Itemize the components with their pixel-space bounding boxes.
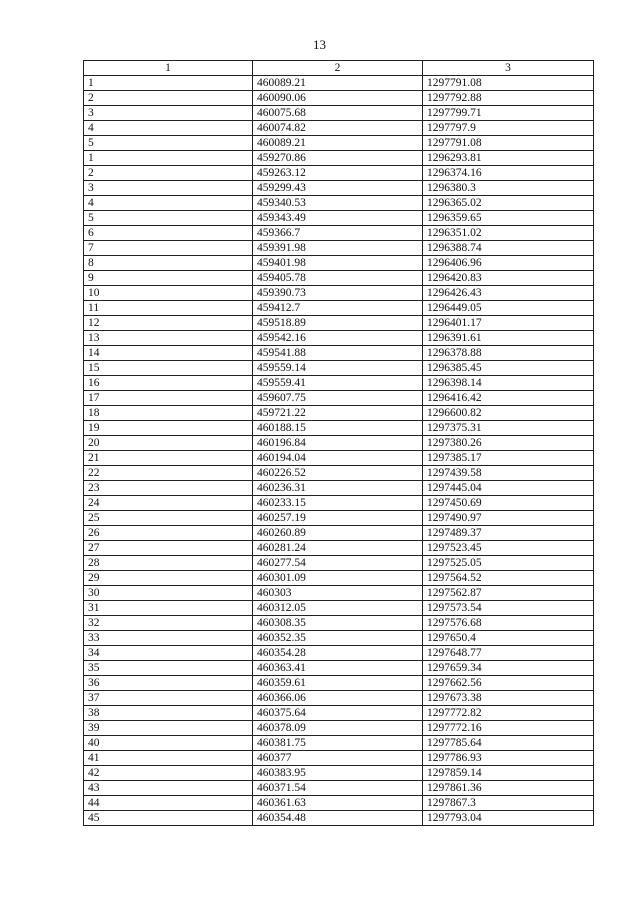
x-coordinate-cell: 460194.04 — [253, 451, 423, 466]
y-coordinate-cell: 1297659.34 — [423, 661, 594, 676]
table-row — [84, 316, 594, 331]
x-coordinate-cell: 459559.41 — [253, 376, 423, 391]
x-coordinate-cell: 460277.54 — [253, 556, 423, 571]
table-row — [84, 136, 594, 151]
y-coordinate-cell: 1297450.69 — [423, 496, 594, 511]
table-row — [84, 751, 594, 766]
table-row — [84, 406, 594, 421]
x-coordinate-cell: 459405.78 — [253, 271, 423, 286]
y-coordinate-cell: 1296449.05 — [423, 301, 594, 316]
x-coordinate-cell: 460089.21 — [253, 136, 423, 151]
y-coordinate-cell: 1297793.04 — [423, 811, 594, 826]
point-number-cell: 28 — [84, 556, 253, 571]
point-number-cell: 3 — [84, 106, 253, 121]
y-coordinate-cell: 1297662.56 — [423, 676, 594, 691]
point-number-cell: 13 — [84, 331, 253, 346]
x-coordinate-cell: 459559.14 — [253, 361, 423, 376]
x-coordinate-cell: 460352.35 — [253, 631, 423, 646]
y-coordinate-cell: 1296385.45 — [423, 361, 594, 376]
point-number-cell: 4 — [84, 196, 253, 211]
y-coordinate-cell: 1297380.26 — [423, 436, 594, 451]
point-number-cell: 10 — [84, 286, 253, 301]
y-coordinate-cell: 1296401.17 — [423, 316, 594, 331]
table-row — [84, 301, 594, 316]
y-coordinate-cell: 1296398.14 — [423, 376, 594, 391]
point-number-cell: 35 — [84, 661, 253, 676]
y-coordinate-cell: 1297523.45 — [423, 541, 594, 556]
point-number-cell: 8 — [84, 256, 253, 271]
point-number-cell: 29 — [84, 571, 253, 586]
point-number-cell: 19 — [84, 421, 253, 436]
table-row — [84, 811, 594, 826]
y-coordinate-cell: 1297792.88 — [423, 91, 594, 106]
point-number-cell: 37 — [84, 691, 253, 706]
table-row — [84, 241, 594, 256]
table-row — [84, 796, 594, 811]
point-number-cell: 20 — [84, 436, 253, 451]
table-row — [84, 646, 594, 661]
y-coordinate-cell: 1297799.71 — [423, 106, 594, 121]
x-coordinate-cell: 459366.7 — [253, 226, 423, 241]
point-number-cell: 38 — [84, 706, 253, 721]
x-coordinate-cell: 459343.49 — [253, 211, 423, 226]
x-coordinate-cell: 460260.89 — [253, 526, 423, 541]
x-coordinate-cell: 459270.86 — [253, 151, 423, 166]
point-number-cell: 2 — [84, 166, 253, 181]
point-number-cell: 23 — [84, 481, 253, 496]
column-header-2: 2 — [253, 61, 423, 76]
table-row — [84, 721, 594, 736]
y-coordinate-cell: 1297490.97 — [423, 511, 594, 526]
column-header-1: 1 — [84, 61, 253, 76]
table-row — [84, 706, 594, 721]
x-coordinate-cell: 460383.95 — [253, 766, 423, 781]
table-row — [84, 421, 594, 436]
point-number-cell: 33 — [84, 631, 253, 646]
table-row — [84, 391, 594, 406]
point-number-cell: 40 — [84, 736, 253, 751]
y-coordinate-cell: 1296391.61 — [423, 331, 594, 346]
table-row — [84, 271, 594, 286]
table-row — [84, 661, 594, 676]
point-number-cell: 21 — [84, 451, 253, 466]
x-coordinate-cell: 460366.06 — [253, 691, 423, 706]
y-coordinate-cell: 1296600.82 — [423, 406, 594, 421]
x-coordinate-cell: 460301.09 — [253, 571, 423, 586]
table-row — [84, 121, 594, 136]
x-coordinate-cell: 460378.09 — [253, 721, 423, 736]
y-coordinate-cell: 1297385.17 — [423, 451, 594, 466]
table-row — [84, 586, 594, 601]
x-coordinate-cell: 460188.15 — [253, 421, 423, 436]
x-coordinate-cell: 460090.06 — [253, 91, 423, 106]
table-row — [84, 736, 594, 751]
point-number-cell: 27 — [84, 541, 253, 556]
x-coordinate-cell: 460196.84 — [253, 436, 423, 451]
point-number-cell: 14 — [84, 346, 253, 361]
y-coordinate-cell: 1297573.54 — [423, 601, 594, 616]
table-row — [84, 766, 594, 781]
x-coordinate-cell: 459340.53 — [253, 196, 423, 211]
y-coordinate-cell: 1296293.81 — [423, 151, 594, 166]
x-coordinate-cell: 459401.98 — [253, 256, 423, 271]
table-row — [84, 226, 594, 241]
x-coordinate-cell: 460236.31 — [253, 481, 423, 496]
point-number-cell: 12 — [84, 316, 253, 331]
table-row — [84, 211, 594, 226]
point-number-cell: 16 — [84, 376, 253, 391]
point-number-cell: 45 — [84, 811, 253, 826]
table-row — [84, 436, 594, 451]
table-row — [84, 451, 594, 466]
table-row — [84, 616, 594, 631]
y-coordinate-cell: 1296351.02 — [423, 226, 594, 241]
point-number-cell: 32 — [84, 616, 253, 631]
x-coordinate-cell: 460089.21 — [253, 76, 423, 91]
y-coordinate-cell: 1297445.04 — [423, 481, 594, 496]
table-row — [84, 496, 594, 511]
x-coordinate-cell: 460363.41 — [253, 661, 423, 676]
table-row — [84, 196, 594, 211]
table-row — [84, 91, 594, 106]
point-number-cell: 41 — [84, 751, 253, 766]
point-number-cell: 17 — [84, 391, 253, 406]
table-row — [84, 511, 594, 526]
point-number-cell: 36 — [84, 676, 253, 691]
y-coordinate-cell: 1296380.3 — [423, 181, 594, 196]
y-coordinate-cell: 1296374.16 — [423, 166, 594, 181]
x-coordinate-cell: 460381.75 — [253, 736, 423, 751]
x-coordinate-cell: 460375.64 — [253, 706, 423, 721]
point-number-cell: 44 — [84, 796, 253, 811]
y-coordinate-cell: 1297797.9 — [423, 121, 594, 136]
x-coordinate-cell: 459391.98 — [253, 241, 423, 256]
y-coordinate-cell: 1296416.42 — [423, 391, 594, 406]
y-coordinate-cell: 1297785.64 — [423, 736, 594, 751]
point-number-cell: 1 — [84, 151, 253, 166]
x-coordinate-cell: 460257.19 — [253, 511, 423, 526]
x-coordinate-cell: 459263.12 — [253, 166, 423, 181]
table-row — [84, 166, 594, 181]
table-header-row — [84, 61, 594, 76]
x-coordinate-cell: 459541.88 — [253, 346, 423, 361]
x-coordinate-cell: 460377 — [253, 751, 423, 766]
x-coordinate-cell: 459299.43 — [253, 181, 423, 196]
point-number-cell: 7 — [84, 241, 253, 256]
point-number-cell: 34 — [84, 646, 253, 661]
y-coordinate-cell: 1297650.4 — [423, 631, 594, 646]
table-row — [84, 346, 594, 361]
point-number-cell: 6 — [84, 226, 253, 241]
table-row — [84, 331, 594, 346]
table-row — [84, 151, 594, 166]
point-number-cell: 5 — [84, 136, 253, 151]
point-number-cell: 31 — [84, 601, 253, 616]
table-row — [84, 106, 594, 121]
table-row — [84, 256, 594, 271]
x-coordinate-cell: 460354.28 — [253, 646, 423, 661]
table-row — [84, 691, 594, 706]
table-row — [84, 526, 594, 541]
x-coordinate-cell: 460281.24 — [253, 541, 423, 556]
y-coordinate-cell: 1297772.16 — [423, 721, 594, 736]
x-coordinate-cell: 460303 — [253, 586, 423, 601]
y-coordinate-cell: 1297861.36 — [423, 781, 594, 796]
table-row — [84, 481, 594, 496]
table-row — [84, 466, 594, 481]
y-coordinate-cell: 1297648.77 — [423, 646, 594, 661]
column-header-3: 3 — [423, 61, 594, 76]
table-row — [84, 541, 594, 556]
x-coordinate-cell: 459542.16 — [253, 331, 423, 346]
point-number-cell: 43 — [84, 781, 253, 796]
x-coordinate-cell: 460308.35 — [253, 616, 423, 631]
y-coordinate-cell: 1297786.93 — [423, 751, 594, 766]
y-coordinate-cell: 1297439.58 — [423, 466, 594, 481]
point-number-cell: 11 — [84, 301, 253, 316]
y-coordinate-cell: 1297859.14 — [423, 766, 594, 781]
x-coordinate-cell: 460312.05 — [253, 601, 423, 616]
table-row — [84, 286, 594, 301]
table-row — [84, 631, 594, 646]
table-header — [84, 61, 594, 76]
point-number-cell: 15 — [84, 361, 253, 376]
x-coordinate-cell: 460371.54 — [253, 781, 423, 796]
x-coordinate-cell: 460233.15 — [253, 496, 423, 511]
x-coordinate-cell: 460075.68 — [253, 106, 423, 121]
x-coordinate-cell: 460074.82 — [253, 121, 423, 136]
point-number-cell: 5 — [84, 211, 253, 226]
y-coordinate-cell: 1297375.31 — [423, 421, 594, 436]
table-row — [84, 601, 594, 616]
y-coordinate-cell: 1296378.88 — [423, 346, 594, 361]
y-coordinate-cell: 1297867.3 — [423, 796, 594, 811]
y-coordinate-cell: 1296388.74 — [423, 241, 594, 256]
y-coordinate-cell: 1297576.68 — [423, 616, 594, 631]
table-body — [84, 76, 594, 826]
table-row — [84, 676, 594, 691]
point-number-cell: 1 — [84, 76, 253, 91]
point-number-cell: 24 — [84, 496, 253, 511]
point-number-cell: 4 — [84, 121, 253, 136]
x-coordinate-cell: 459412.7 — [253, 301, 423, 316]
y-coordinate-cell: 1296426.43 — [423, 286, 594, 301]
x-coordinate-cell: 459721.22 — [253, 406, 423, 421]
y-coordinate-cell: 1297791.08 — [423, 136, 594, 151]
y-coordinate-cell: 1297564.52 — [423, 571, 594, 586]
table-row — [84, 376, 594, 391]
page-number: 13 — [313, 37, 326, 52]
y-coordinate-cell: 1296420.83 — [423, 271, 594, 286]
point-number-cell: 30 — [84, 586, 253, 601]
y-coordinate-cell: 1297525.05 — [423, 556, 594, 571]
y-coordinate-cell: 1297791.08 — [423, 76, 594, 91]
y-coordinate-cell: 1296359.65 — [423, 211, 594, 226]
table-row — [84, 76, 594, 91]
x-coordinate-cell: 459518.89 — [253, 316, 423, 331]
y-coordinate-cell: 1296365.02 — [423, 196, 594, 211]
y-coordinate-cell: 1297772.82 — [423, 706, 594, 721]
point-number-cell: 9 — [84, 271, 253, 286]
coordinates-table — [83, 60, 594, 826]
x-coordinate-cell: 460354.48 — [253, 811, 423, 826]
table-row — [84, 181, 594, 196]
y-coordinate-cell: 1296406.96 — [423, 256, 594, 271]
point-number-cell: 18 — [84, 406, 253, 421]
x-coordinate-cell: 459390.73 — [253, 286, 423, 301]
point-number-cell: 26 — [84, 526, 253, 541]
point-number-cell: 42 — [84, 766, 253, 781]
x-coordinate-cell: 460361.63 — [253, 796, 423, 811]
y-coordinate-cell: 1297562.87 — [423, 586, 594, 601]
point-number-cell: 39 — [84, 721, 253, 736]
x-coordinate-cell: 460359.61 — [253, 676, 423, 691]
point-number-cell: 25 — [84, 511, 253, 526]
table-row — [84, 556, 594, 571]
x-coordinate-cell: 459607.75 — [253, 391, 423, 406]
y-coordinate-cell: 1297489.37 — [423, 526, 594, 541]
x-coordinate-cell: 460226.52 — [253, 466, 423, 481]
point-number-cell: 3 — [84, 181, 253, 196]
table-row — [84, 781, 594, 796]
point-number-cell: 2 — [84, 91, 253, 106]
table-row — [84, 361, 594, 376]
y-coordinate-cell: 1297673.38 — [423, 691, 594, 706]
point-number-cell: 22 — [84, 466, 253, 481]
table-row — [84, 571, 594, 586]
